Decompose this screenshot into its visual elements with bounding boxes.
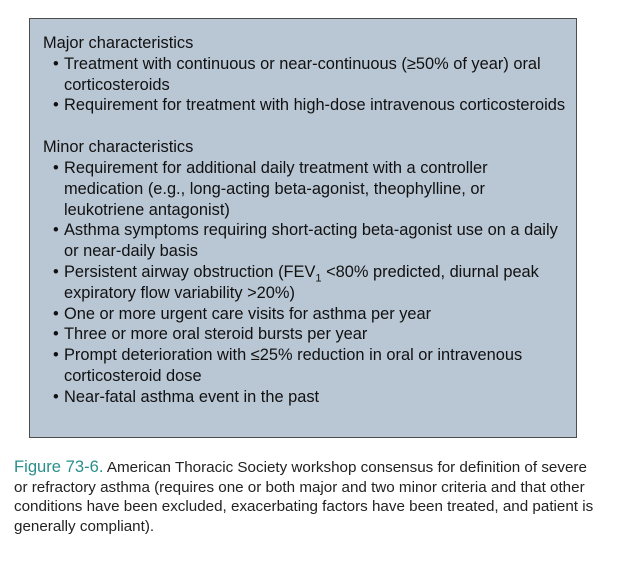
major-criteria-list: [43, 54, 566, 116]
figure-label: Figure 73-6.: [14, 457, 104, 476]
minor-criterion-item: • Near-fatal asthma event in the past: [43, 387, 566, 408]
fev-text-after: <80% predicted, diurnal peak expiratory flow variability >20%): [64, 262, 539, 302]
minor-criterion-item: • Three or more oral steroid bursts per year: [43, 324, 566, 345]
minor-criterion-item: • One or more urgent care visits for asthma per year: [43, 304, 566, 325]
minor-criteria-list: [43, 158, 566, 408]
major-characteristics-heading: Major characteristics: [43, 34, 194, 52]
major-criterion-item: • Treatment with continuous or near-continuous (≥50% of year) oral corticosteroids: [43, 54, 566, 96]
major-characteristics-section: [43, 33, 566, 116]
minor-characteristics-section: [43, 137, 566, 407]
figure-caption-text: American Thoracic Society workshop consensus for definition of severe or refractory asthma (requires one or both major and two minor criteria and that other conditions have been excluded, exacerbating factors have been treated, and patient is generally compliant).: [14, 459, 594, 535]
fev-subscript: 1: [315, 272, 322, 285]
minor-criterion-item-fev1: [43, 262, 566, 304]
major-criterion-item: • Requirement for treatment with high-dose intravenous corticosteroids: [43, 95, 566, 116]
minor-criterion-item: • Requirement for additional daily treatment with a controller medication (e.g., long-acting beta-agonist, theophylline, or leukotriene antagonist): [43, 158, 566, 220]
minor-characteristics-heading: Minor characteristics: [43, 138, 194, 157]
criteria-box: [29, 18, 577, 438]
minor-criterion-item: • Prompt deterioration with ≤25% reduction in oral or intravenous corticosteroid dose: [43, 345, 566, 387]
minor-criterion-item: • Asthma symptoms requiring short-acting beta-agonist use on a daily or near-daily basis: [43, 220, 566, 262]
fev-text-before: Persistent airway obstruction (FEV: [64, 262, 316, 281]
figure-caption: [14, 457, 604, 536]
